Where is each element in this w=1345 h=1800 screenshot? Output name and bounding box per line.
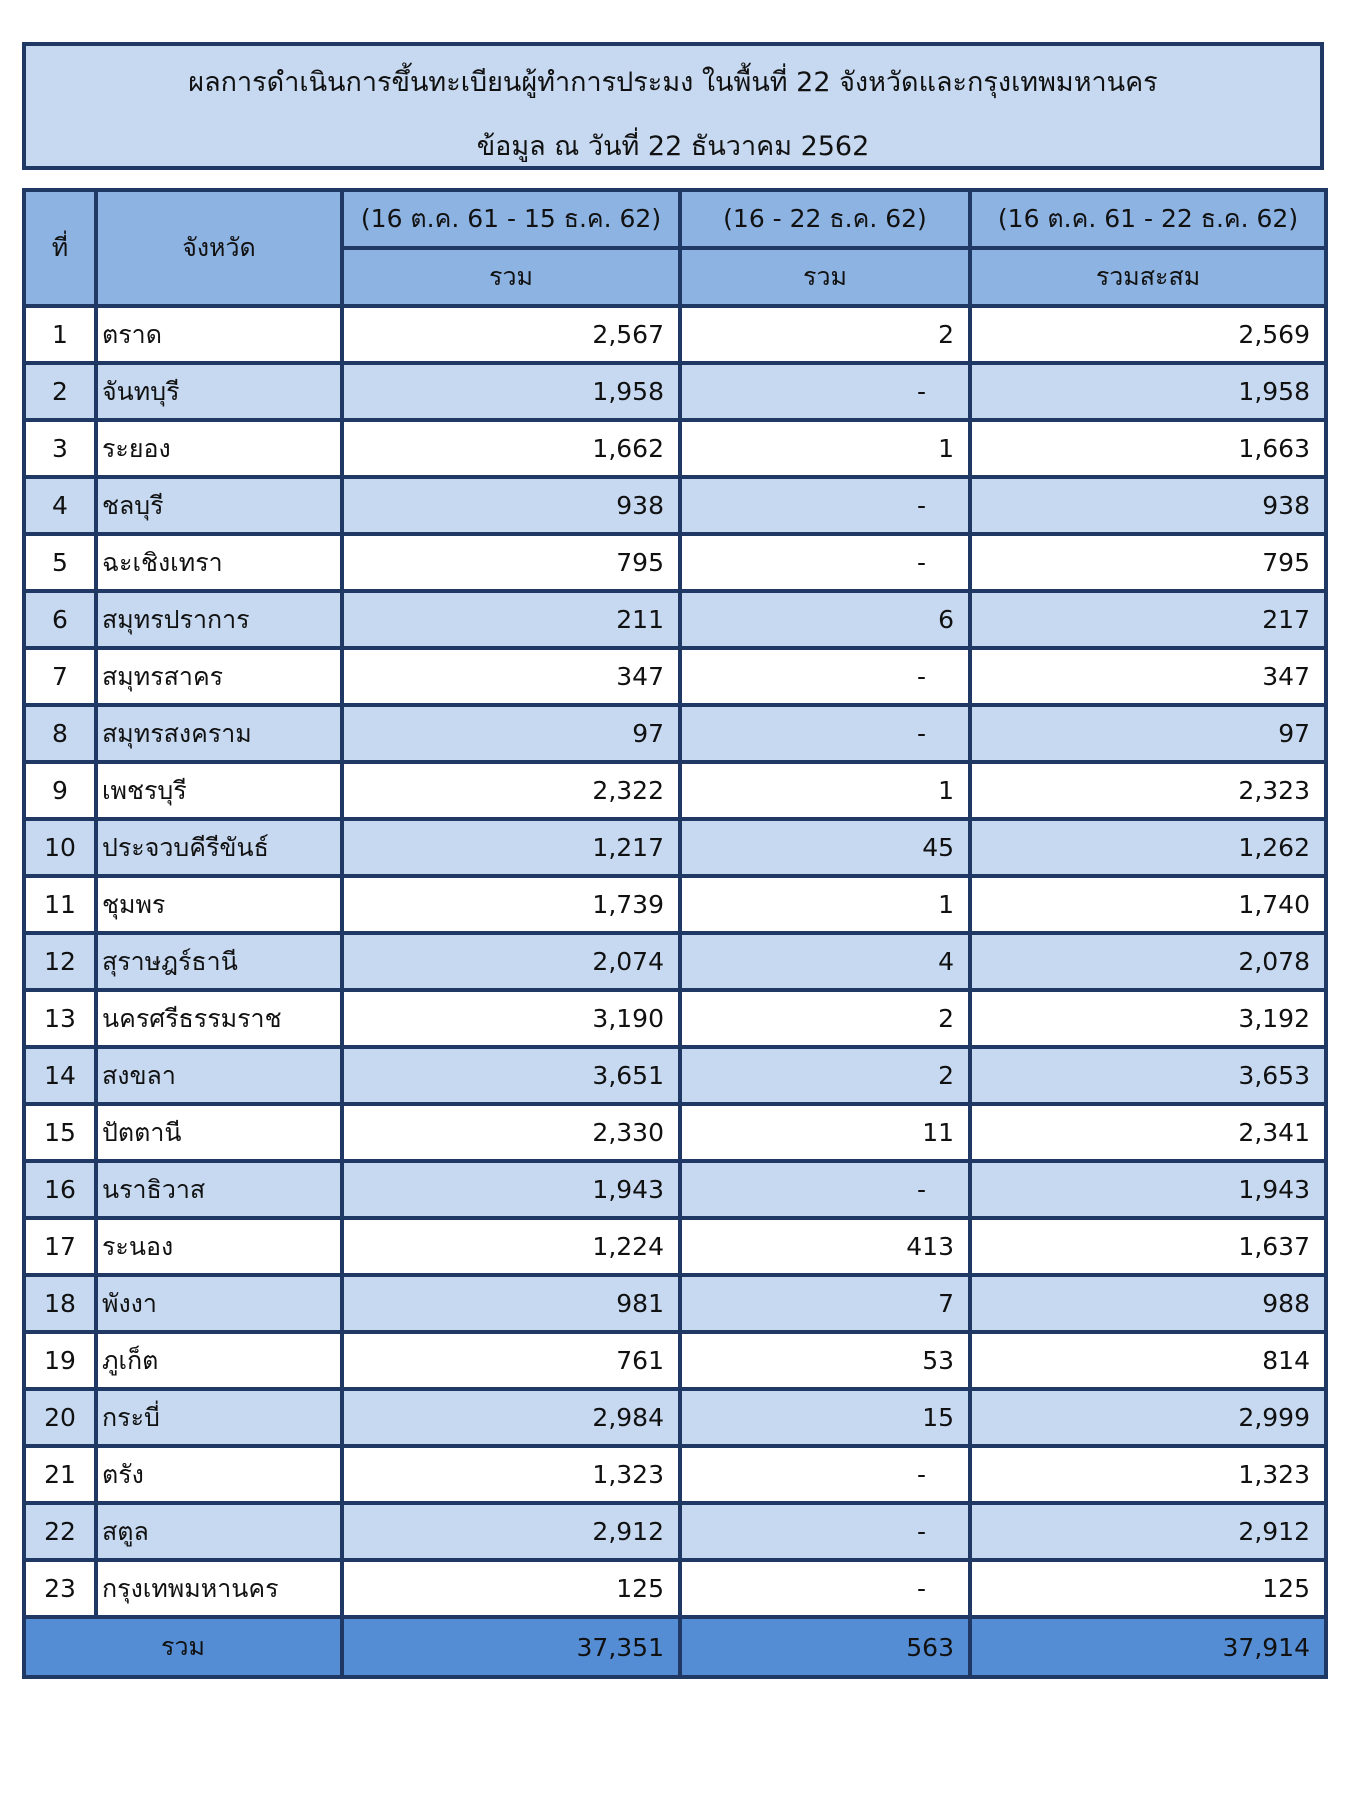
row-period3: 125 (970, 1560, 1326, 1617)
row-period1: 761 (342, 1332, 680, 1389)
row-no: 22 (24, 1503, 96, 1560)
row-no: 1 (24, 306, 96, 363)
row-period2: - (680, 648, 970, 705)
table-row (24, 876, 1326, 933)
row-period1: 2,567 (342, 306, 680, 363)
row-no: 20 (24, 1389, 96, 1446)
row-province: กระบี่ (96, 1389, 342, 1446)
row-period2: - (680, 1560, 970, 1617)
table-row (24, 1218, 1326, 1275)
row-period3: 2,569 (970, 306, 1326, 363)
row-period1: 1,943 (342, 1161, 680, 1218)
row-period2: 45 (680, 819, 970, 876)
row-no: 8 (24, 705, 96, 762)
row-period3: 1,958 (970, 363, 1326, 420)
row-period2: 11 (680, 1104, 970, 1161)
row-province: กรุงเทพมหานคร (96, 1560, 342, 1617)
row-period3: 1,262 (970, 819, 1326, 876)
row-period1: 1,224 (342, 1218, 680, 1275)
table-row (24, 933, 1326, 990)
row-period3: 1,663 (970, 420, 1326, 477)
row-no: 19 (24, 1332, 96, 1389)
row-period1: 795 (342, 534, 680, 591)
row-no: 16 (24, 1161, 96, 1218)
row-period1: 2,984 (342, 1389, 680, 1446)
row-period2: 2 (680, 990, 970, 1047)
header-period2: (16 - 22 ธ.ค. 62) (680, 190, 970, 248)
table-row (24, 1446, 1326, 1503)
row-no: 17 (24, 1218, 96, 1275)
row-province: จันทบุรี (96, 363, 342, 420)
row-period1: 3,190 (342, 990, 680, 1047)
row-period1: 1,217 (342, 819, 680, 876)
row-period1: 1,323 (342, 1446, 680, 1503)
row-period2: 413 (680, 1218, 970, 1275)
total-label: รวม (24, 1617, 342, 1677)
row-period2: 7 (680, 1275, 970, 1332)
table-body (24, 306, 1326, 1617)
total-period3: 37,914 (970, 1617, 1326, 1677)
row-period2: - (680, 477, 970, 534)
row-period2: - (680, 534, 970, 591)
report-header (22, 42, 1324, 170)
row-period1: 1,662 (342, 420, 680, 477)
header-sub2: รวม (680, 248, 970, 306)
row-period2: 4 (680, 933, 970, 990)
header-province: จังหวัด (96, 190, 342, 306)
table-row (24, 420, 1326, 477)
header-period3: (16 ต.ค. 61 - 22 ธ.ค. 62) (970, 190, 1326, 248)
row-period1: 347 (342, 648, 680, 705)
row-province: สมุทรสาคร (96, 648, 342, 705)
row-period1: 3,651 (342, 1047, 680, 1104)
row-period3: 3,192 (970, 990, 1326, 1047)
row-period3: 1,637 (970, 1218, 1326, 1275)
table-row (24, 1389, 1326, 1446)
row-period2: 53 (680, 1332, 970, 1389)
row-province: พังงา (96, 1275, 342, 1332)
table-row (24, 591, 1326, 648)
row-province: ตรัง (96, 1446, 342, 1503)
row-period1: 97 (342, 705, 680, 762)
header-sub3: รวมสะสม (970, 248, 1326, 306)
row-period2: 1 (680, 762, 970, 819)
row-period3: 2,999 (970, 1389, 1326, 1446)
row-period3: 1,943 (970, 1161, 1326, 1218)
row-no: 14 (24, 1047, 96, 1104)
row-period2: 2 (680, 1047, 970, 1104)
row-no: 23 (24, 1560, 96, 1617)
row-province: ตราด (96, 306, 342, 363)
total-period2: 563 (680, 1617, 970, 1677)
table-row (24, 1332, 1326, 1389)
row-province: ปัตตานี (96, 1104, 342, 1161)
row-period2: - (680, 705, 970, 762)
row-period2: - (680, 1161, 970, 1218)
row-period1: 2,074 (342, 933, 680, 990)
header-no: ที่ (24, 190, 96, 306)
table-row (24, 705, 1326, 762)
row-no: 7 (24, 648, 96, 705)
table-row (24, 1161, 1326, 1218)
table-row (24, 1275, 1326, 1332)
row-no: 2 (24, 363, 96, 420)
row-province: นราธิวาส (96, 1161, 342, 1218)
row-period2: - (680, 363, 970, 420)
row-period1: 1,958 (342, 363, 680, 420)
row-province: สตูล (96, 1503, 342, 1560)
row-province: ชุมพร (96, 876, 342, 933)
row-period3: 814 (970, 1332, 1326, 1389)
row-period1: 2,322 (342, 762, 680, 819)
row-period3: 2,341 (970, 1104, 1326, 1161)
row-no: 13 (24, 990, 96, 1047)
row-period3: 347 (970, 648, 1326, 705)
row-province: สงขลา (96, 1047, 342, 1104)
row-no: 12 (24, 933, 96, 990)
row-province: ระนอง (96, 1218, 342, 1275)
row-no: 10 (24, 819, 96, 876)
header-sub1: รวม (342, 248, 680, 306)
table-row (24, 363, 1326, 420)
row-no: 6 (24, 591, 96, 648)
report-subtitle: ข้อมูล ณ วันที่ 22 ธันวาคม 2562 (476, 131, 870, 162)
table-row (24, 1104, 1326, 1161)
row-period2: - (680, 1446, 970, 1503)
header-period1: (16 ต.ค. 61 - 15 ธ.ค. 62) (342, 190, 680, 248)
row-no: 18 (24, 1275, 96, 1332)
report-title: ผลการดำเนินการขึ้นทะเบียนผู้ทำการประมง ในพื้นที่ 22 จังหวัดและกรุงเทพมหานคร (188, 67, 1158, 98)
row-period2: - (680, 1503, 970, 1560)
row-province: ระยอง (96, 420, 342, 477)
row-period3: 988 (970, 1275, 1326, 1332)
row-period1: 981 (342, 1275, 680, 1332)
row-period1: 211 (342, 591, 680, 648)
row-province: ภูเก็ต (96, 1332, 342, 1389)
row-province: สมุทรปราการ (96, 591, 342, 648)
table-row (24, 1503, 1326, 1560)
row-period2: 15 (680, 1389, 970, 1446)
row-province: นครศรีธรรมราช (96, 990, 342, 1047)
row-period1: 2,330 (342, 1104, 680, 1161)
row-period3: 938 (970, 477, 1326, 534)
row-period1: 2,912 (342, 1503, 680, 1560)
table-row (24, 477, 1326, 534)
row-period1: 1,739 (342, 876, 680, 933)
row-province: สมุทรสงคราม (96, 705, 342, 762)
table-row (24, 762, 1326, 819)
total-period1: 37,351 (342, 1617, 680, 1677)
row-period3: 217 (970, 591, 1326, 648)
row-no: 4 (24, 477, 96, 534)
row-province: ฉะเชิงเทรา (96, 534, 342, 591)
row-no: 21 (24, 1446, 96, 1503)
row-no: 9 (24, 762, 96, 819)
row-period1: 938 (342, 477, 680, 534)
row-period3: 1,323 (970, 1446, 1326, 1503)
table-row (24, 1047, 1326, 1104)
row-province: สุราษฎร์ธานี (96, 933, 342, 990)
table-row (24, 1560, 1326, 1617)
row-period2: 1 (680, 420, 970, 477)
table-row (24, 648, 1326, 705)
row-period3: 2,912 (970, 1503, 1326, 1560)
row-period3: 795 (970, 534, 1326, 591)
row-period2: 6 (680, 591, 970, 648)
row-period1: 125 (342, 1560, 680, 1617)
registration-table (22, 188, 1328, 1679)
table-row (24, 990, 1326, 1047)
row-province: เพชรบุรี (96, 762, 342, 819)
row-period3: 3,653 (970, 1047, 1326, 1104)
table-row (24, 534, 1326, 591)
row-no: 3 (24, 420, 96, 477)
total-row (24, 1617, 1326, 1677)
row-province: ประจวบคีรีขันธ์ (96, 819, 342, 876)
row-no: 5 (24, 534, 96, 591)
row-period3: 2,323 (970, 762, 1326, 819)
row-province: ชลบุรี (96, 477, 342, 534)
row-period2: 2 (680, 306, 970, 363)
row-period3: 1,740 (970, 876, 1326, 933)
row-period3: 2,078 (970, 933, 1326, 990)
row-period2: 1 (680, 876, 970, 933)
table-row (24, 819, 1326, 876)
row-no: 15 (24, 1104, 96, 1161)
row-period3: 97 (970, 705, 1326, 762)
row-no: 11 (24, 876, 96, 933)
table-row (24, 306, 1326, 363)
